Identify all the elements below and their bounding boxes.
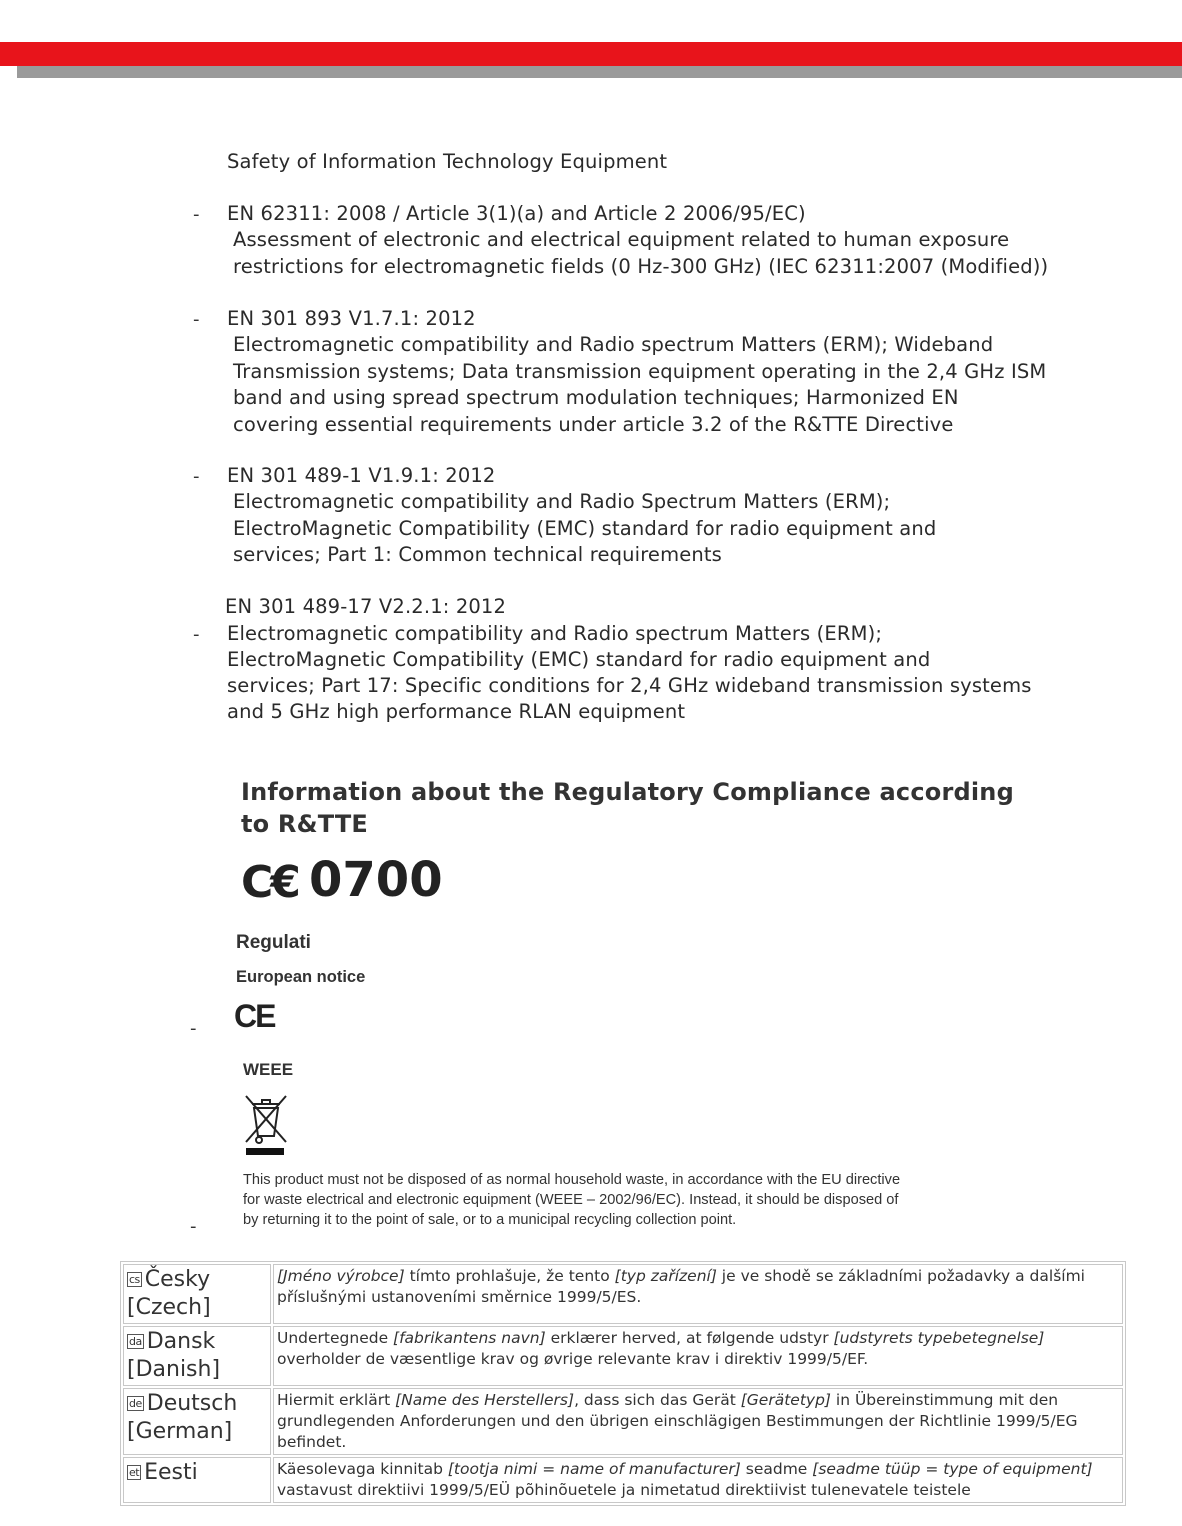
table-row bbox=[123, 1457, 1123, 1503]
language-name: Eesti bbox=[144, 1460, 198, 1485]
placeholder-text: [Gerätetyp] bbox=[740, 1391, 831, 1409]
disposal-notice: This product must not be disposed of as normal household waste, in accordance with the EU directive for waste electrical and electronic equipment (WEEE – 2002/96/EC). Instead, it should be disposed of by returning it to the point of sale, or to a municipal recycling collection point. bbox=[243, 1172, 901, 1228]
table-row bbox=[123, 1388, 1123, 1455]
standard-desc-line: ElectroMagnetic Compatibility (EMC) standard for radio equipment and bbox=[227, 648, 931, 671]
language-english-name: [Danish] bbox=[127, 1357, 221, 1382]
standard-desc-line: restrictions for electromagnetic fields (0 Hz-300 GHz) (IEC 62311:2007 (Modified)) bbox=[233, 255, 1049, 278]
header-grey-bar bbox=[17, 66, 1182, 78]
placeholder-text: [typ zařízení] bbox=[614, 1267, 717, 1285]
declaration-fragment: tímto prohlašuje, že tento bbox=[404, 1267, 615, 1285]
declaration-fragment: , dass sich das Gerät bbox=[574, 1391, 741, 1409]
declaration-fragment: vastavust direktiivi 1999/5/EÜ põhinõuetele ja nimetatud direktiivist tulenevatele teistele bbox=[277, 1481, 971, 1499]
list-dash: - bbox=[193, 466, 200, 487]
language-declaration-table bbox=[120, 1261, 1126, 1506]
declaration-text bbox=[273, 1264, 1123, 1324]
list-dash: - bbox=[193, 309, 200, 330]
standard-desc-line: covering essential requirements under article 3.2 of the R&TTE Directive bbox=[233, 413, 954, 436]
language-english-name: [German] bbox=[127, 1419, 233, 1444]
ce-small-icon: CE bbox=[234, 998, 275, 1034]
standard-desc-line: band and using spread spectrum modulation techniques; Harmonized EN bbox=[233, 386, 959, 409]
placeholder-text: [fabrikantens navn] bbox=[393, 1329, 546, 1347]
declaration-fragment: seadme bbox=[740, 1460, 813, 1478]
table-row bbox=[123, 1326, 1123, 1386]
standard-desc-line: Assessment of electronic and electrical equipment related to human exposure bbox=[233, 228, 1010, 251]
declaration-text bbox=[273, 1326, 1123, 1386]
standard-code: EN 62311: 2008 / Article 3(1)(a) and Article 2 2006/95/EC) bbox=[227, 202, 806, 225]
declaration-fragment: je ve shodě se základními požadavky a dalšími příslušnými ustanoveními směrnice 1999/5/ES. bbox=[277, 1267, 1085, 1306]
list-dash: - bbox=[190, 1216, 197, 1237]
declaration-fragment: Hiermit erklärt bbox=[277, 1391, 396, 1409]
notified-body-number: 0700 bbox=[309, 852, 443, 908]
standards-intro: Safety of Information Technology Equipment bbox=[227, 150, 668, 173]
declaration-text bbox=[273, 1457, 1123, 1503]
weee-label: WEEE bbox=[243, 1060, 294, 1079]
standard-desc-line: Transmission systems; Data transmission equipment operating in the 2,4 GHz ISM bbox=[233, 360, 1047, 383]
placeholder-text: [Jméno výrobce] bbox=[277, 1267, 405, 1285]
standard-desc-line: Electromagnetic compatibility and Radio spectrum Matters (ERM); bbox=[227, 622, 883, 645]
placeholder-text: [Name des Herstellers] bbox=[395, 1391, 575, 1409]
declaration-fragment: Undertegnede bbox=[277, 1329, 394, 1347]
language-cell bbox=[123, 1264, 271, 1324]
placeholder-text: [seadme tüüp = type of equipment] bbox=[812, 1460, 1093, 1478]
language-flag-icon: da bbox=[129, 1335, 142, 1348]
language-cell bbox=[123, 1388, 271, 1455]
standard-code: EN 301 489-17 V2.2.1: 2012 bbox=[225, 595, 507, 618]
list-dash: - bbox=[190, 1018, 197, 1039]
language-flag-icon: de bbox=[129, 1397, 142, 1410]
table-row bbox=[123, 1264, 1123, 1324]
language-name: Deutsch bbox=[146, 1391, 238, 1416]
standard-desc-line: services; Part 17: Specific conditions for 2,4 GHz wideband transmission systems bbox=[227, 674, 1032, 697]
language-cell bbox=[123, 1326, 271, 1386]
crossed-out-wheelie-bin-icon bbox=[240, 1090, 292, 1158]
declaration-fragment: in Übereinstimmung mit den grundlegenden Anforderungen und den übrigen einschlägigen Bestimmungen der Richtlinie 1999/5/EG befindet. bbox=[277, 1391, 1078, 1451]
placeholder-text: [udstyrets typebetegnelse] bbox=[833, 1329, 1045, 1347]
declaration-fragment: overholder de væsentlige krav og øvrige relevante krav i direktiv 1999/5/EF. bbox=[277, 1350, 869, 1368]
declaration-fragment: erklærer herved, at følgende udstyr bbox=[545, 1329, 834, 1347]
header-red-bar bbox=[0, 42, 1182, 66]
standard-desc-line: ElectroMagnetic Compatibility (EMC) standard for radio equipment and bbox=[233, 517, 937, 540]
standard-desc-line: Electromagnetic compatibility and Radio spectrum Matters (ERM); Wideband bbox=[233, 333, 994, 356]
standard-code: EN 301 489-1 V1.9.1: 2012 bbox=[227, 464, 496, 487]
language-name: Dansk bbox=[146, 1329, 216, 1354]
compliance-heading-line: Information about the Regulatory Compliance according bbox=[241, 778, 1014, 806]
european-notice-label: European notice bbox=[236, 968, 366, 986]
language-flag-icon: et bbox=[129, 1466, 140, 1479]
regulatory-label: Regulati bbox=[236, 932, 311, 953]
list-dash: - bbox=[193, 204, 200, 225]
language-flag-icon: cs bbox=[129, 1273, 140, 1286]
standard-desc-line: Electromagnetic compatibility and Radio Spectrum Matters (ERM); bbox=[233, 490, 891, 513]
list-dash: - bbox=[193, 624, 200, 645]
ce-mark-icon: C€ bbox=[241, 857, 298, 908]
compliance-heading-line: to R&TTE bbox=[241, 810, 369, 838]
language-cell bbox=[123, 1457, 271, 1503]
declaration-text bbox=[273, 1388, 1123, 1455]
language-english-name: [Czech] bbox=[127, 1295, 211, 1320]
standard-code: EN 301 893 V1.7.1: 2012 bbox=[227, 307, 476, 330]
language-name: Česky bbox=[144, 1267, 211, 1292]
declaration-fragment: Käesolevaga kinnitab bbox=[277, 1460, 448, 1478]
standard-desc-line: and 5 GHz high performance RLAN equipment bbox=[227, 700, 686, 723]
standard-desc-line: services; Part 1: Common technical requirements bbox=[233, 543, 722, 566]
placeholder-text: [tootja nimi = name of manufacturer] bbox=[447, 1460, 741, 1478]
compliance-heading bbox=[241, 776, 1014, 840]
